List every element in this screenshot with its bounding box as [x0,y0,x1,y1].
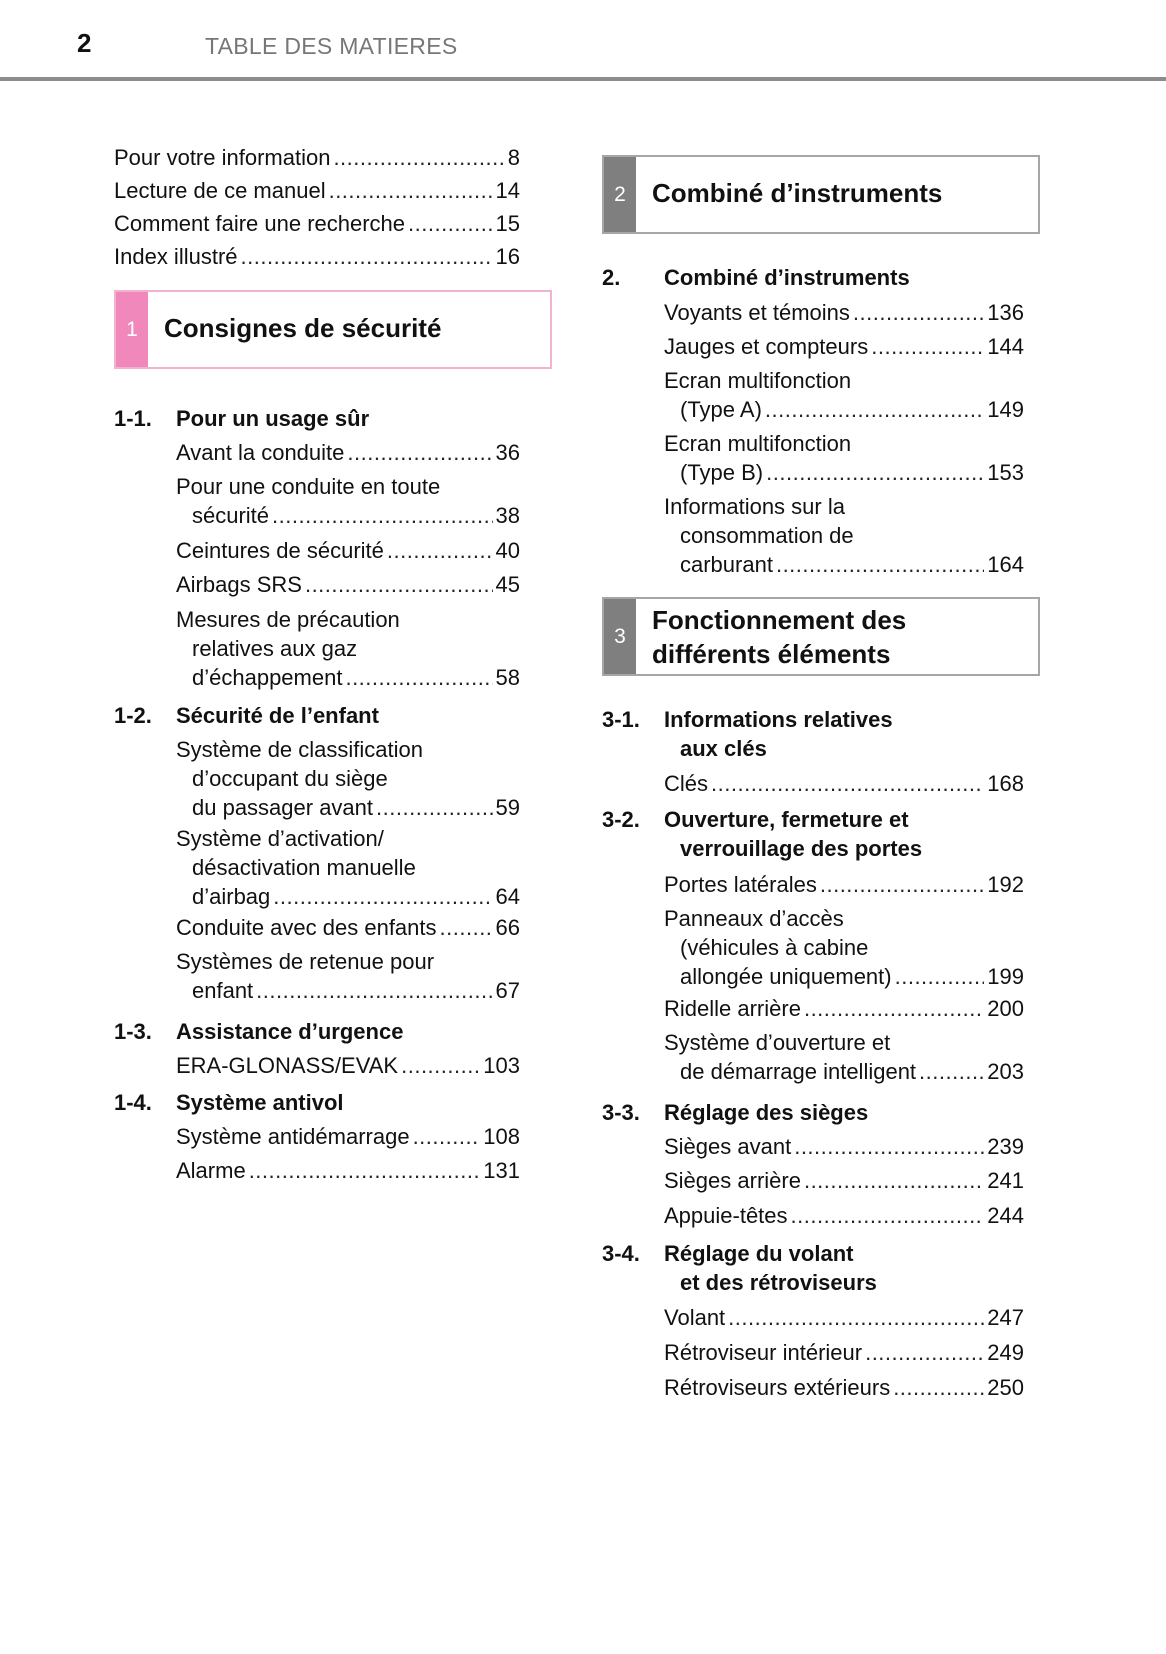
toc-entry[interactable]: Voyants et témoins ..... 136 [664,300,1024,326]
toc-entry[interactable]: Rétroviseur intérieur ..... 249 [664,1340,1024,1366]
toc-entry[interactable]: Informations sur la consommation de carburant ..... 164 [664,494,1024,578]
chapter-2-title: Combiné d’instruments [652,178,943,208]
toc-entry[interactable]: Volant ..... 247 [664,1305,1024,1331]
toc-entry[interactable]: Conduite avec des enfants ..... 66 [176,915,520,941]
toc-entry[interactable]: Système de classification d’occupant du siège du passager avant ..... 59 [176,737,520,821]
toc-entry[interactable]: Alarme ..... 131 [176,1158,520,1184]
chapter-2-box[interactable] [602,155,1040,234]
toc-entry[interactable]: Pour une conduite en toute sécurité ..... 38 [176,474,520,529]
chapter-2-tab: 2 [604,157,636,232]
toc-entry[interactable]: Ridelle arrière ..... 200 [664,996,1024,1022]
toc-entry-front-3[interactable]: Index illustré ..... 16 [114,244,520,270]
page-number: 2 [77,28,92,58]
toc-entry-front-1[interactable]: Lecture de ce manuel ..... 14 [114,178,520,204]
running-title: TABLE DES MATIERES [205,33,458,59]
toc-entry[interactable]: Mesures de précaution relatives aux gaz d’échappement ..... 58 [176,607,520,691]
toc-entry[interactable]: Panneaux d’accès (véhicules à cabine allongée uniquement) ..... 199 [664,906,1024,990]
toc-entry-front-0[interactable]: Pour votre information ..... 8 [114,145,520,171]
toc-entry[interactable]: Systèmes de retenue pour enfant ..... 67 [176,949,520,1004]
chapter-3-title: Fonctionnement des différents éléments [652,605,907,669]
toc-entry[interactable]: Portes latérales ..... 192 [664,872,1024,898]
toc-entry[interactable]: Système antidémarrage ..... 108 [176,1124,520,1150]
toc-entry-front-2[interactable]: Comment faire une recherche ..... 15 [114,211,520,237]
toc-entry[interactable]: Ecran multifonction (Type B) ..... 153 [664,431,1024,486]
chapter-1-box[interactable] [114,290,552,369]
toc-entry[interactable]: Ecran multifonction (Type A) ..... 149 [664,368,1024,423]
toc-entry[interactable]: Avant la conduite ..... 36 [176,440,520,466]
toc-entry[interactable]: Clés ..... 168 [664,771,1024,797]
chapter-1-title: Consignes de sécurité [164,313,442,343]
toc-entry[interactable]: Appuie-têtes ..... 244 [664,1203,1024,1229]
toc-entry[interactable]: Sièges arrière ..... 241 [664,1168,1024,1194]
page-header [0,0,1166,84]
toc-entry[interactable]: Sièges avant ..... 239 [664,1134,1024,1160]
toc-entry[interactable]: Rétroviseurs extérieurs ..... 250 [664,1375,1024,1401]
toc-entry[interactable]: Système d’activation/ désactivation manuelle d’airbag ..... 64 [176,826,520,910]
toc-entry[interactable]: Système d’ouverture et de démarrage intelligent ..... 203 [664,1030,1024,1085]
toc-entry[interactable]: Airbags SRS ..... 45 [176,572,520,598]
toc-entry[interactable]: Ceintures de sécurité ..... 40 [176,538,520,564]
toc-entry[interactable]: Jauges et compteurs ..... 144 [664,334,1024,360]
chapter-3-box[interactable] [602,597,1040,676]
toc-entry[interactable]: ERA-GLONASS/EVAK ..... 103 [176,1053,520,1079]
chapter-3-tab: 3 [604,599,636,674]
header-rule [0,77,1166,81]
chapter-1-tab: 1 [116,292,148,367]
